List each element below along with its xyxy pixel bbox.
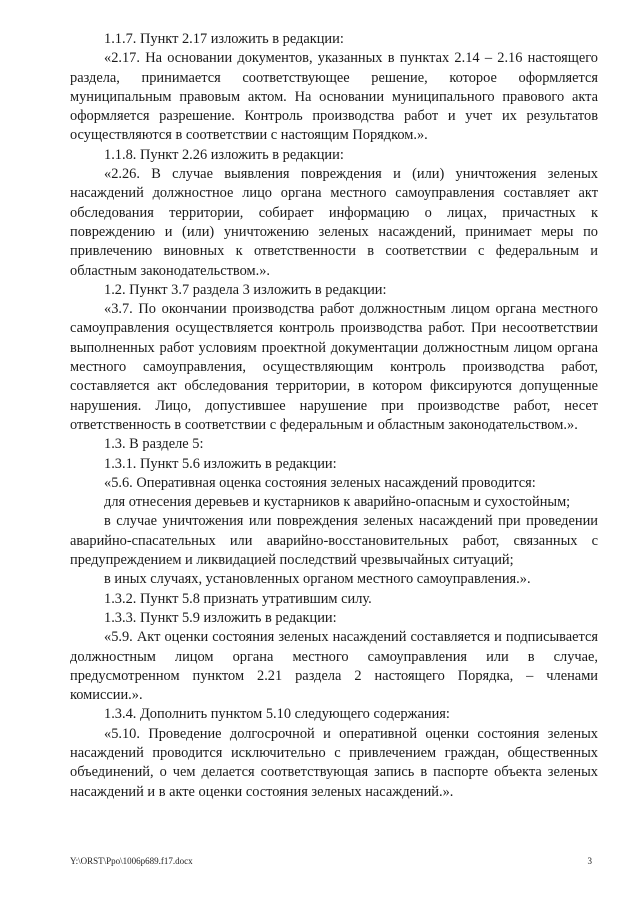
paragraph-1-3-1: 1.3.1. Пункт 5.6 изложить в редакции: — [104, 455, 337, 472]
paragraph-2-26: «2.26. В случае выявления повреждения и (или) уничтожения зеленых насаждений должностное лицо органа местного самоуправления составляет акт обследования территории, собирает информацию о лицах, причастных к повреждению и (или) уничтожению зеленых насаждений, принимает меры по привлечению виновных к ответственности в соответствии с федеральным и областным законодательством.». — [70, 166, 598, 279]
paragraph-1-3: 1.3. В разделе 5: — [104, 436, 204, 453]
paragraph-5-6-item-1: для отнесения деревьев и кустарников к аварийно-опасным и сухостойным; — [104, 494, 571, 511]
paragraph-1-3-4: 1.3.4. Дополнить пунктом 5.10 следующего содержания: — [104, 706, 450, 723]
page-footer — [70, 856, 598, 870]
paragraph-1-1-7: 1.1.7. Пункт 2.17 изложить в редакции: — [104, 31, 344, 47]
file-path: Y:\ORST\Ppo\1006p689.f17.docx — [70, 856, 193, 866]
paragraph-5-9: «5.9. Акт оценки состояния зеленых насаждений составляется и подписывается должностным лицом органа местного самоуправления или в случае, предусмотренном пунктом 2.21 раздела 2 настоящего Порядка, – членами комиссии.». — [70, 629, 598, 704]
paragraph-5-6: «5.6. Оперативная оценка состояния зеленых насаждений проводится: — [104, 474, 536, 491]
paragraph-1-3-2: 1.3.2. Пункт 5.8 признать утратившим силу. — [104, 590, 372, 607]
paragraph-3-7: «3.7. По окончании производства работ должностным лицом органа местного самоуправления осуществляется контроль производства работ. При несоответствии выполненных работ условиям проектной документации должностным лицом органа местного самоуправления, осуществляющим контроль производства работ, составляется акт обследования территории, в котором фиксируются допущенные нарушения. Лицо, допустившее нарушение при производстве работ, несет ответственность в соответствии с федеральным и областным законодательством.». — [70, 301, 598, 433]
page-number: 3 — [587, 856, 592, 866]
paragraph-5-10: «5.10. Проведение долгосрочной и оперативной оценки состояния зеленых насаждений проводится исключительно с привлечением граждан, общественных объединений, о чем делается соответствующая запись в паспорте объекта зеленых насаждений и в акте оценки состояния зеленых насаждений.». — [70, 725, 598, 800]
paragraph-1-3-3: 1.3.3. Пункт 5.9 изложить в редакции: — [104, 609, 337, 626]
paragraph-2-17: «2.17. На основании документов, указанных в пунктах 2.14 – 2.16 настоящего раздела, принимается соответствующее решение, которое оформляется муниципальным правовым актом. На основании муниципального правового акта оформляется разрешение. Контроль производства работ и учет их результатов осуществляются в соответствии с настоящим Порядком.». — [70, 50, 598, 144]
paragraph-1-1-8: 1.1.8. Пункт 2.26 изложить в редакции: — [104, 146, 344, 163]
paragraph-1-2: 1.2. Пункт 3.7 раздела 3 изложить в редакции: — [104, 281, 387, 298]
paragraph-5-6-item-3: в иных случаях, установленных органом местного самоуправления.». — [104, 571, 531, 588]
paragraph-5-6-item-2: в случае уничтожения или повреждения зеленых насаждений при проведении аварийно-спасательных или аварийно-восстановительных работ, связанных с предупреждением и ликвидацией последствий чрезвычайных ситуаций; — [70, 513, 598, 569]
document-body — [70, 30, 598, 802]
